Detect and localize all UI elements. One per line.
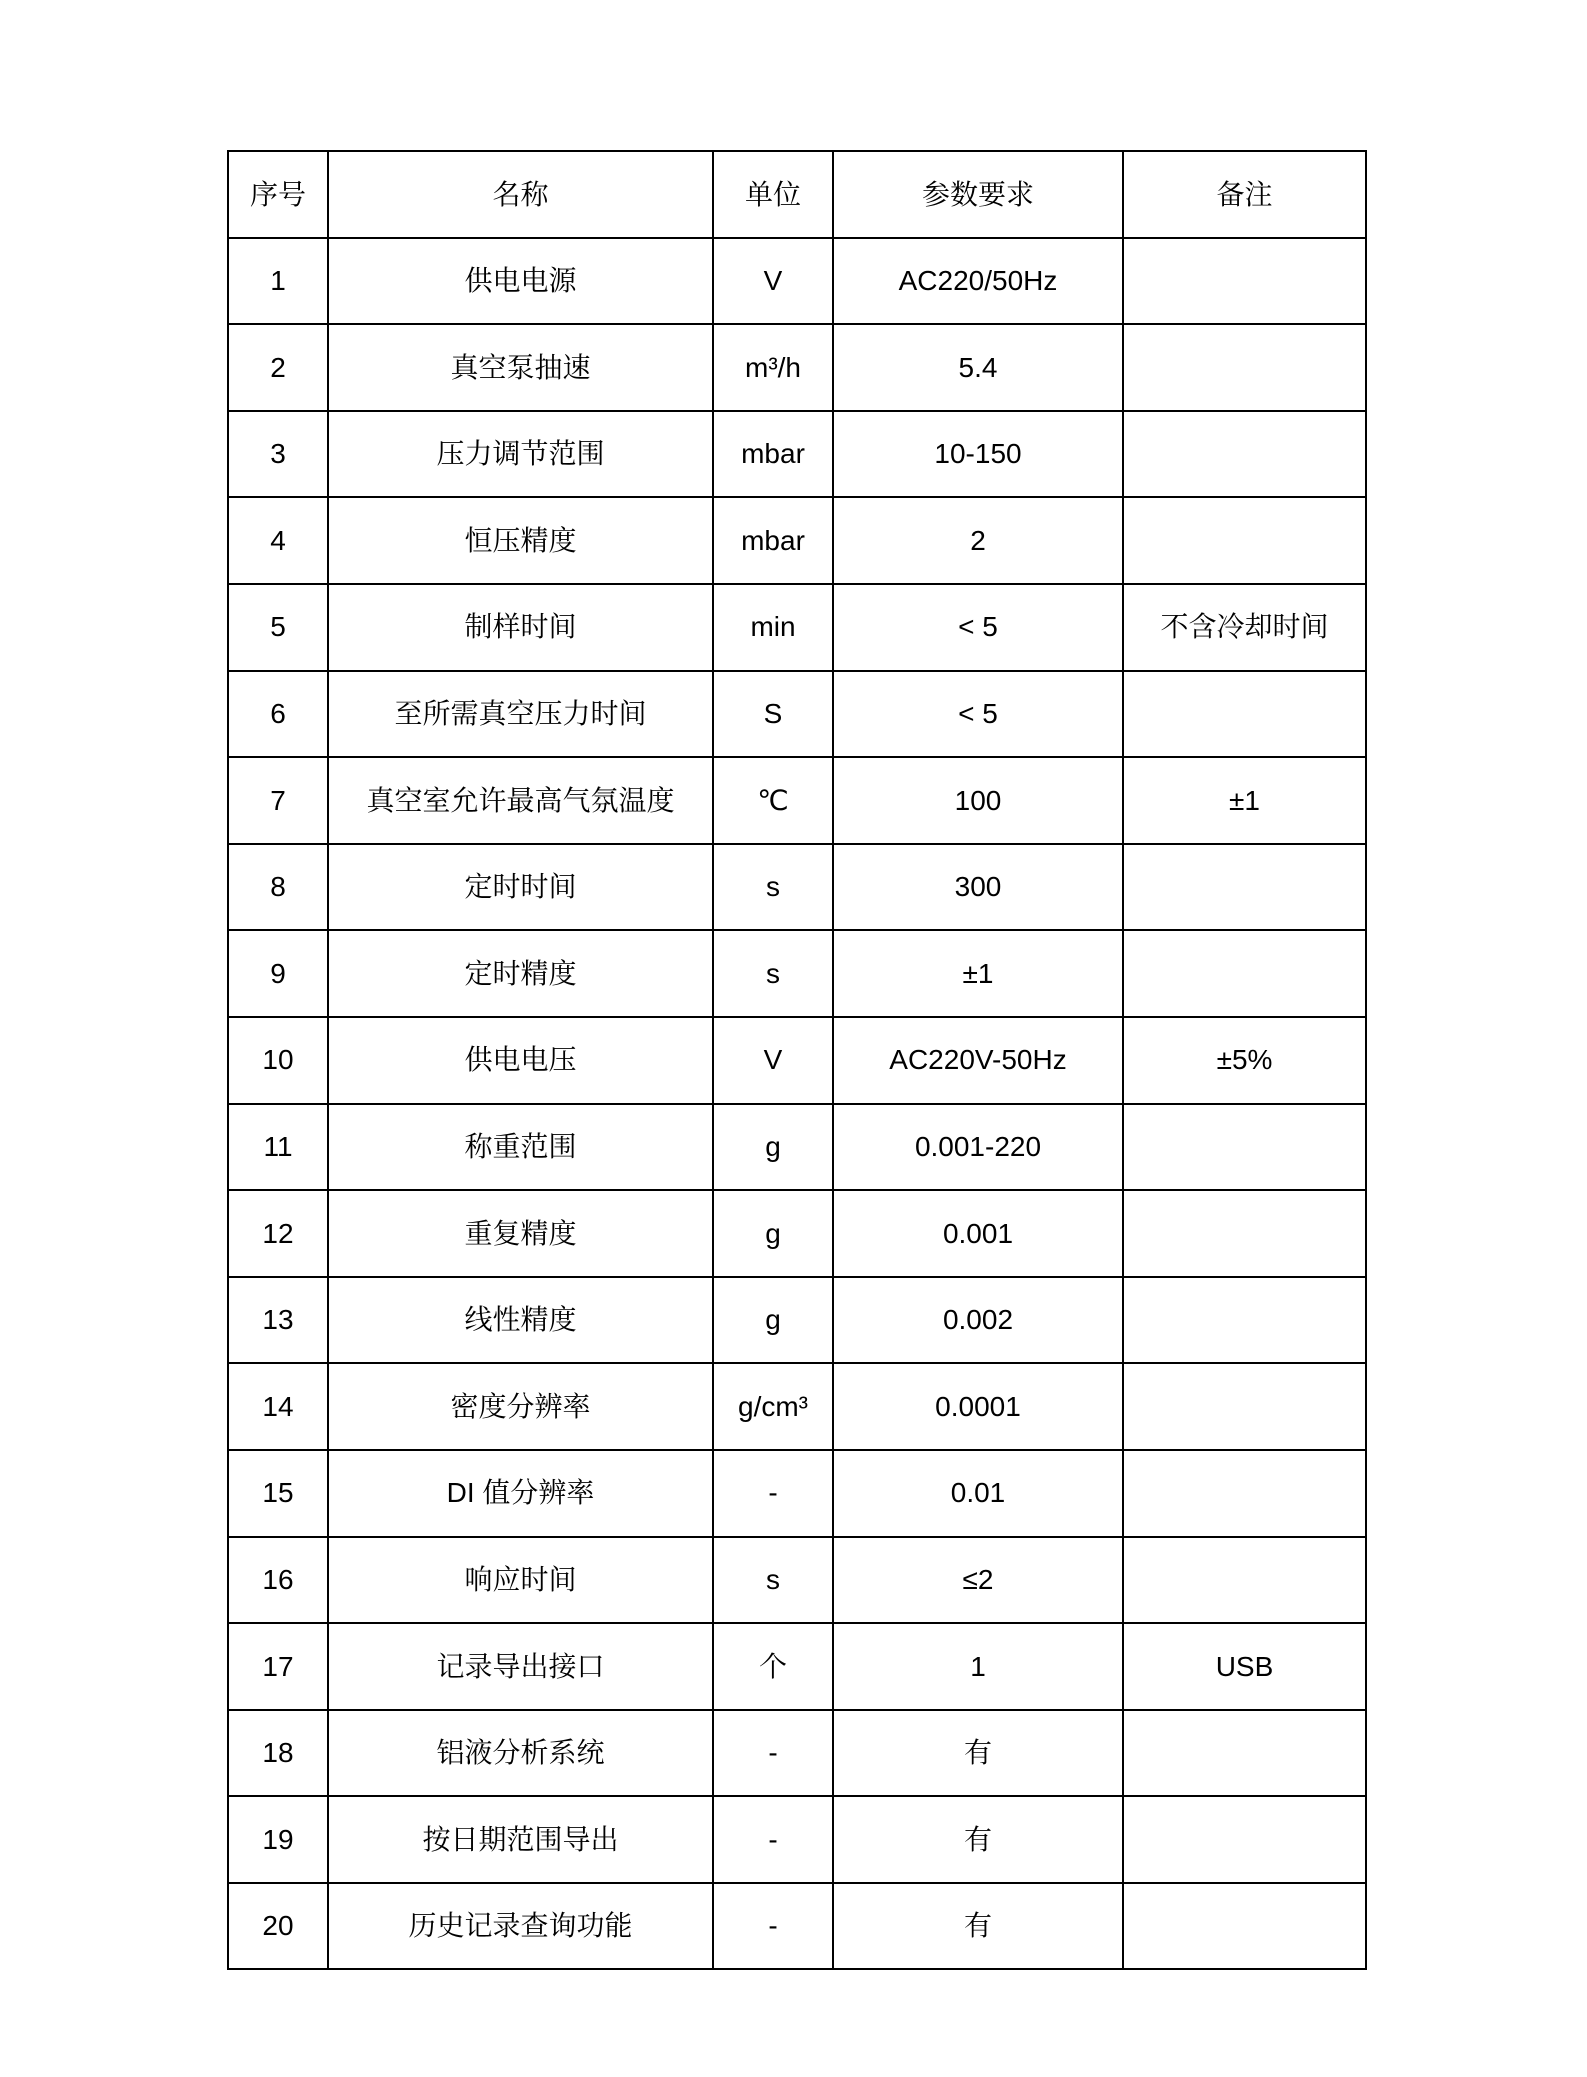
cell-unit: min [713, 584, 833, 671]
cell-no: 14 [228, 1363, 328, 1450]
cell-note [1123, 1363, 1366, 1450]
table-row [228, 1623, 1366, 1710]
cell-note [1123, 1104, 1366, 1191]
cell-unit: g [713, 1277, 833, 1364]
spec-table-container [227, 150, 1367, 1970]
cell-no: 16 [228, 1537, 328, 1624]
cell-no: 10 [228, 1017, 328, 1104]
cell-no: 17 [228, 1623, 328, 1710]
cell-note [1123, 1796, 1366, 1883]
cell-note [1123, 930, 1366, 1017]
cell-value: AC220V-50Hz [833, 1017, 1123, 1104]
cell-note [1123, 1190, 1366, 1277]
cell-name: 线性精度 [328, 1277, 713, 1364]
cell-name: 称重范围 [328, 1104, 713, 1191]
cell-unit: g/cm³ [713, 1363, 833, 1450]
cell-value: ≤2 [833, 1537, 1123, 1624]
cell-value: 0.001 [833, 1190, 1123, 1277]
cell-no: 8 [228, 844, 328, 931]
cell-name: 记录导出接口 [328, 1623, 713, 1710]
cell-unit: g [713, 1190, 833, 1277]
cell-unit: V [713, 1017, 833, 1104]
cell-note: 不含冷却时间 [1123, 584, 1366, 671]
cell-name: 制样时间 [328, 584, 713, 671]
cell-no: 2 [228, 324, 328, 411]
spec-table [227, 150, 1367, 1970]
cell-note [1123, 1537, 1366, 1624]
cell-name: 真空泵抽速 [328, 324, 713, 411]
table-row [228, 238, 1366, 325]
cell-name: 铝液分析系统 [328, 1710, 713, 1797]
cell-no: 7 [228, 757, 328, 844]
cell-note [1123, 324, 1366, 411]
cell-note: USB [1123, 1623, 1366, 1710]
table-row [228, 411, 1366, 498]
cell-value: 0.0001 [833, 1363, 1123, 1450]
cell-no: 12 [228, 1190, 328, 1277]
cell-unit: g [713, 1104, 833, 1191]
cell-note: ±1 [1123, 757, 1366, 844]
table-header [228, 151, 1366, 238]
column-header-note: 备注 [1123, 151, 1366, 238]
cell-note [1123, 497, 1366, 584]
cell-no: 11 [228, 1104, 328, 1191]
table-row [228, 1710, 1366, 1797]
cell-no: 20 [228, 1883, 328, 1970]
cell-unit: s [713, 1537, 833, 1624]
table-row [228, 1190, 1366, 1277]
cell-unit: mbar [713, 411, 833, 498]
table-row [228, 844, 1366, 931]
cell-note [1123, 1450, 1366, 1537]
table-row [228, 1277, 1366, 1364]
cell-unit: - [713, 1450, 833, 1537]
cell-name: 供电电源 [328, 238, 713, 325]
cell-value: 0.01 [833, 1450, 1123, 1537]
cell-note [1123, 671, 1366, 758]
cell-unit: - [713, 1883, 833, 1970]
cell-no: 4 [228, 497, 328, 584]
cell-unit: S [713, 671, 833, 758]
column-header-name: 名称 [328, 151, 713, 238]
cell-value: 1 [833, 1623, 1123, 1710]
cell-no: 15 [228, 1450, 328, 1537]
table-row [228, 1450, 1366, 1537]
cell-unit: m³/h [713, 324, 833, 411]
cell-value: 300 [833, 844, 1123, 931]
table-row [228, 671, 1366, 758]
cell-unit: ℃ [713, 757, 833, 844]
cell-note [1123, 1277, 1366, 1364]
cell-name: 供电电压 [328, 1017, 713, 1104]
cell-no: 19 [228, 1796, 328, 1883]
cell-note [1123, 411, 1366, 498]
cell-value: 10-150 [833, 411, 1123, 498]
cell-no: 9 [228, 930, 328, 1017]
column-header-value: 参数要求 [833, 151, 1123, 238]
cell-name: DI 值分辨率 [328, 1450, 713, 1537]
cell-no: 18 [228, 1710, 328, 1797]
cell-name: 真空室允许最高气氛温度 [328, 757, 713, 844]
cell-name: 至所需真空压力时间 [328, 671, 713, 758]
table-row [228, 1796, 1366, 1883]
cell-value: < 5 [833, 584, 1123, 671]
cell-value: 有 [833, 1710, 1123, 1797]
cell-value: 0.002 [833, 1277, 1123, 1364]
header-row [228, 151, 1366, 238]
table-row [228, 497, 1366, 584]
cell-name: 响应时间 [328, 1537, 713, 1624]
cell-name: 定时精度 [328, 930, 713, 1017]
table-row [228, 324, 1366, 411]
cell-no: 5 [228, 584, 328, 671]
cell-value: 0.001-220 [833, 1104, 1123, 1191]
cell-name: 重复精度 [328, 1190, 713, 1277]
cell-value: ±1 [833, 930, 1123, 1017]
cell-unit: mbar [713, 497, 833, 584]
cell-note [1123, 1883, 1366, 1970]
column-header-no: 序号 [228, 151, 328, 238]
cell-note: ±5% [1123, 1017, 1366, 1104]
table-row [228, 1104, 1366, 1191]
cell-no: 1 [228, 238, 328, 325]
cell-value: AC220/50Hz [833, 238, 1123, 325]
cell-note [1123, 238, 1366, 325]
cell-unit: s [713, 844, 833, 931]
cell-no: 13 [228, 1277, 328, 1364]
cell-unit: 个 [713, 1623, 833, 1710]
cell-name: 恒压精度 [328, 497, 713, 584]
table-row [228, 584, 1366, 671]
cell-value: < 5 [833, 671, 1123, 758]
cell-value: 2 [833, 497, 1123, 584]
cell-name: 历史记录查询功能 [328, 1883, 713, 1970]
cell-name: 压力调节范围 [328, 411, 713, 498]
cell-name: 定时时间 [328, 844, 713, 931]
cell-note [1123, 844, 1366, 931]
cell-value: 100 [833, 757, 1123, 844]
cell-no: 6 [228, 671, 328, 758]
cell-unit: V [713, 238, 833, 325]
table-row [228, 1883, 1366, 1970]
table-row [228, 930, 1366, 1017]
cell-name: 密度分辨率 [328, 1363, 713, 1450]
cell-no: 3 [228, 411, 328, 498]
table-row [228, 757, 1366, 844]
cell-unit: - [713, 1710, 833, 1797]
cell-value: 有 [833, 1796, 1123, 1883]
column-header-unit: 单位 [713, 151, 833, 238]
cell-name: 按日期范围导出 [328, 1796, 713, 1883]
cell-value: 有 [833, 1883, 1123, 1970]
table-body [228, 238, 1366, 1970]
cell-value: 5.4 [833, 324, 1123, 411]
table-row [228, 1363, 1366, 1450]
table-row [228, 1017, 1366, 1104]
table-row [228, 1537, 1366, 1624]
cell-unit: - [713, 1796, 833, 1883]
cell-unit: s [713, 930, 833, 1017]
cell-note [1123, 1710, 1366, 1797]
